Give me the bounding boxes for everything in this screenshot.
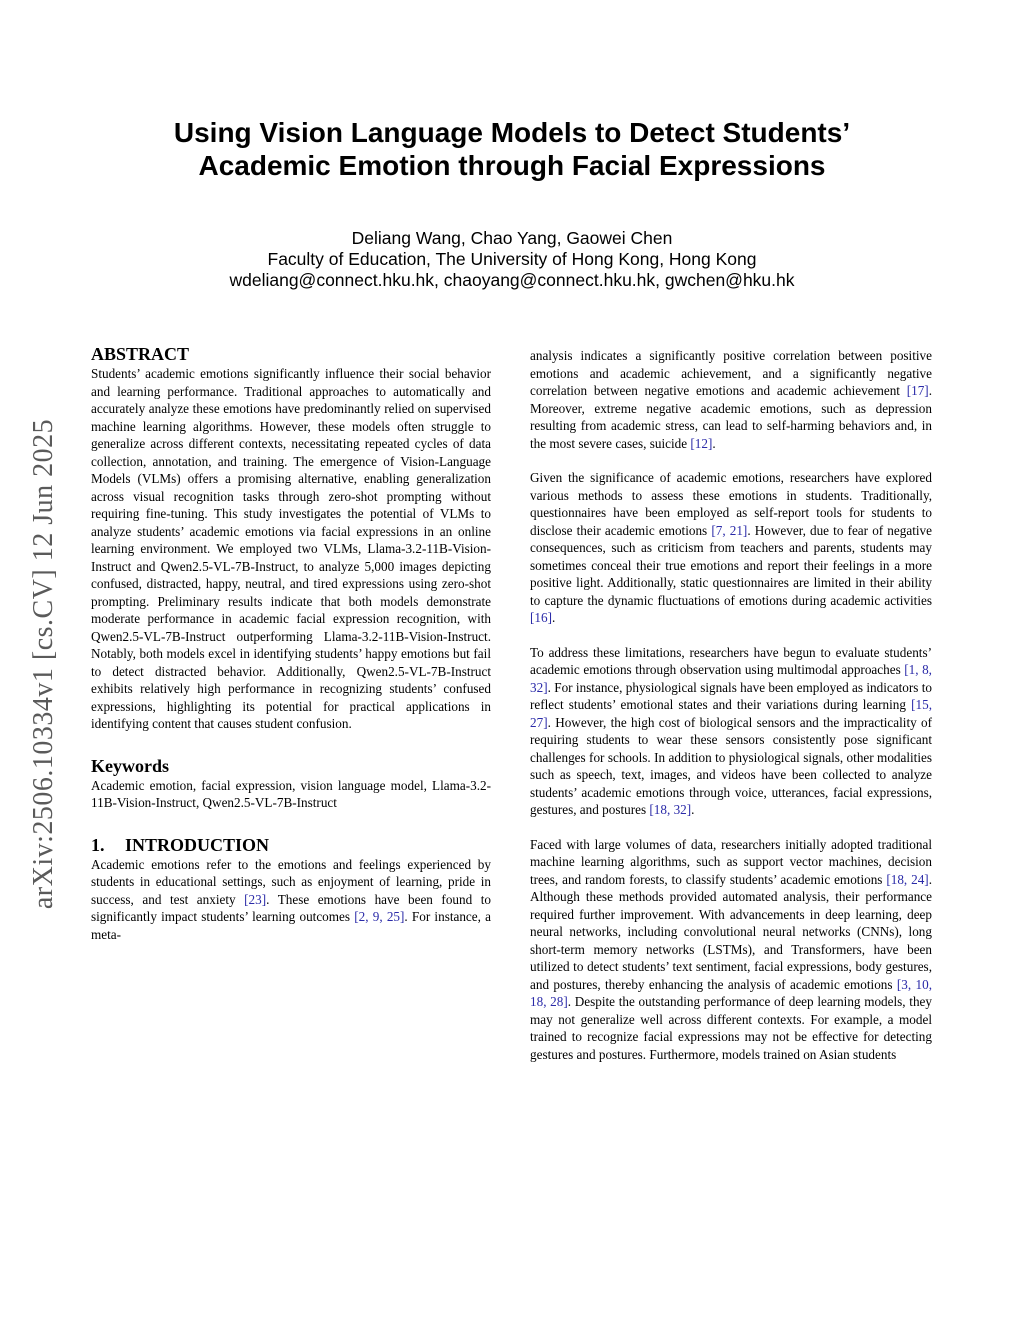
paragraph-text: . For instance, physiological signals have been employed as indicators to reflect students’ emotional states and their variations during learning [530,679,932,712]
citation-link[interactable]: [16] [530,610,552,625]
title-line-1: Using Vision Language Models to Detect Students’ [173,117,851,148]
paragraph-text: . [691,802,695,817]
paragraph-text: Given the significance of academic emotions, researchers have explored various methods to assess these emotions in students. Traditionally, questionnaires have been employed as self-report tools for students to disclose their academic emotions [530,470,932,538]
abstract-heading: ABSTRACT [91,344,190,364]
section-number: 1. [91,834,105,855]
citation-link[interactable]: [1, 8, 32] [530,662,932,695]
right-paragraph-2 [530,469,932,627]
title-line-2: Academic Emotion through Facial Expressions [198,150,826,181]
citation-link[interactable]: [7, 21] [711,522,748,538]
paragraph-text: . However, the high cost of biological sensors and the impracticality of requiring students to wear these sensors consistently pose significant challenges for schools. In addition to physiological signals, other modalities such as speech, text, images, and videos have been collected to analyze students’ academic emotions through voice, utterances, facial expressions, gestures, and postures [530,714,932,817]
paragraph-text: . Despite the outstanding performance of deep learning models, they may not generalize well across different contexts. For example, a model trained to recognize facial expressions may not be effective for detecting gestures and postures. Furthermore, models trained on Asian students [530,994,932,1062]
paragraph-text: analysis indicates a significantly positive correlation between positive emotions and academic achievement, and a significantly negative correlation between negative emotions and academic achievement [530,348,932,398]
keywords-text: Academic emotion, facial expression, vision language model, Llama-3.2-11B-Vision-Instruct, Qwen2.5-VL-7B-Instruct [91,777,491,810]
citation-link[interactable]: [18, 32] [649,802,692,817]
citation-link[interactable]: [17] [906,383,929,398]
intro-paragraph-1 [91,856,491,944]
section-title: INTRODUCTION [125,834,270,855]
paragraph-text: . Although these methods provided automated analysis, their performance required further improvement. With advancements in deep learning, deep neural networks, including convolutional neural networks (CNNs), long short-term memory networks (LSTMs), and Transformers, have been utilized to detect students’ text sentiment, facial expressions, body gestures, and postures, thereby enhancing the analysis of academic emotions [530,871,932,992]
citation-link[interactable]: [12] [690,435,713,451]
author-affiliation: Faculty of Education, The University of Hong Kong, Hong Kong [267,249,757,269]
intro-p1-text: . These emotions have been found to significantly impact students’ learning outcomes [91,891,491,924]
right-paragraph-1 [530,347,932,452]
citation-link[interactable]: [3, 10, 18, 28] [530,976,932,1009]
paper-title [0,116,1024,182]
author-names: Deliang Wang, Chao Yang, Gaowei Chen [351,228,673,248]
paragraph-text: Faced with large volumes of data, researchers initially adopted traditional machine learning algorithms, such as support vector machines, decision trees, and random forests, to classify students’ academic emotions [530,836,932,887]
citation-link[interactable]: [2, 9, 25] [354,909,405,924]
right-paragraph-3 [530,644,932,819]
right-paragraph-4 [530,836,932,1064]
author-block [0,228,1024,291]
paragraph-text: . Moreover, extreme negative academic emotions, such as depression resulting from academic stress, can lead to self-harming behaviors and, in the most severe cases, suicide [530,383,932,451]
paragraph-text: . [551,610,556,625]
arxiv-identifier-stamp: arXiv:2506.10334v1 [cs.CV] 12 Jun 2025 [28,418,59,910]
paragraph-text: To address these limitations, researchers have begun to evaluate students’ academic emotions through observation using multimodal approaches [530,644,932,677]
left-column [91,343,491,943]
introduction-heading [91,834,491,856]
paragraph-text: . However, due to fear of negative consequences, such as criticism from teachers and parents, students may sometimes conceal their true emotions and report their feelings in a more positive light. Additionally, static questionnaires are limited in their ability to capture the dynamic fluctuations of emotions during academic activities [530,522,932,608]
abstract-text: Students’ academic emotions significantly influence their social behavior and learning performance. Traditional approaches to automatically and accurately analyze these emotions have predominantly relied on supervised machine learning algorithms. However, these models often struggle to generalize across different contexts, necessitating repeated cycles of data collection, annotation, and training. The emergence of Vision-Language Models (VLMs) offers a promising alternative, enabling generalization across visual recognition tasks through zero-shot prompting without requiring fine-tuning. This study investigates the potential of VLMs to analyze students’ academic emotions via facial expressions in an online learning environment. We employed two VLMs, Llama-3.2-11B-Vision-Instruct and Qwen2.5-VL-7B-Instruct, to analyze 5,000 images depicting confused, distracted, happy, neutral, and tired expressions using zero-shot prompting. Preliminary results indicate that both models demonstrate moderate performance in academic facial expression recognition, with Qwen2.5-VL-7B-Instruct outperforming Llama-3.2-11B-Vision-Instruct. Notably, both models excel in identifying students’ happy emotions but fail to detect distracted behavior. Additionally, Qwen2.5-VL-7B-Instruct exhibits relatively high performance in recognizing students’ confused expressions, highlighting its potential for practical applications in identifying content that causes student confusion. [91,366,491,731]
keywords-heading: Keywords [91,755,169,776]
citation-link[interactable]: [18, 24] [886,871,929,887]
citation-link[interactable]: [15, 27] [530,697,932,730]
intro-p1-text: . For instance, a meta- [91,909,491,942]
citation-link[interactable]: [23] [244,891,267,907]
paragraph-text: . [712,435,716,451]
author-emails: wdeliang@connect.hku.hk, chaoyang@connect.hku.hk, gwchen@hku.hk [229,270,795,290]
intro-p1-text: Academic emotions refer to the emotions and feelings experienced by students in educational settings, such as enjoyment of learning, pride in success, and test anxiety [91,856,491,907]
right-column [530,347,932,1063]
